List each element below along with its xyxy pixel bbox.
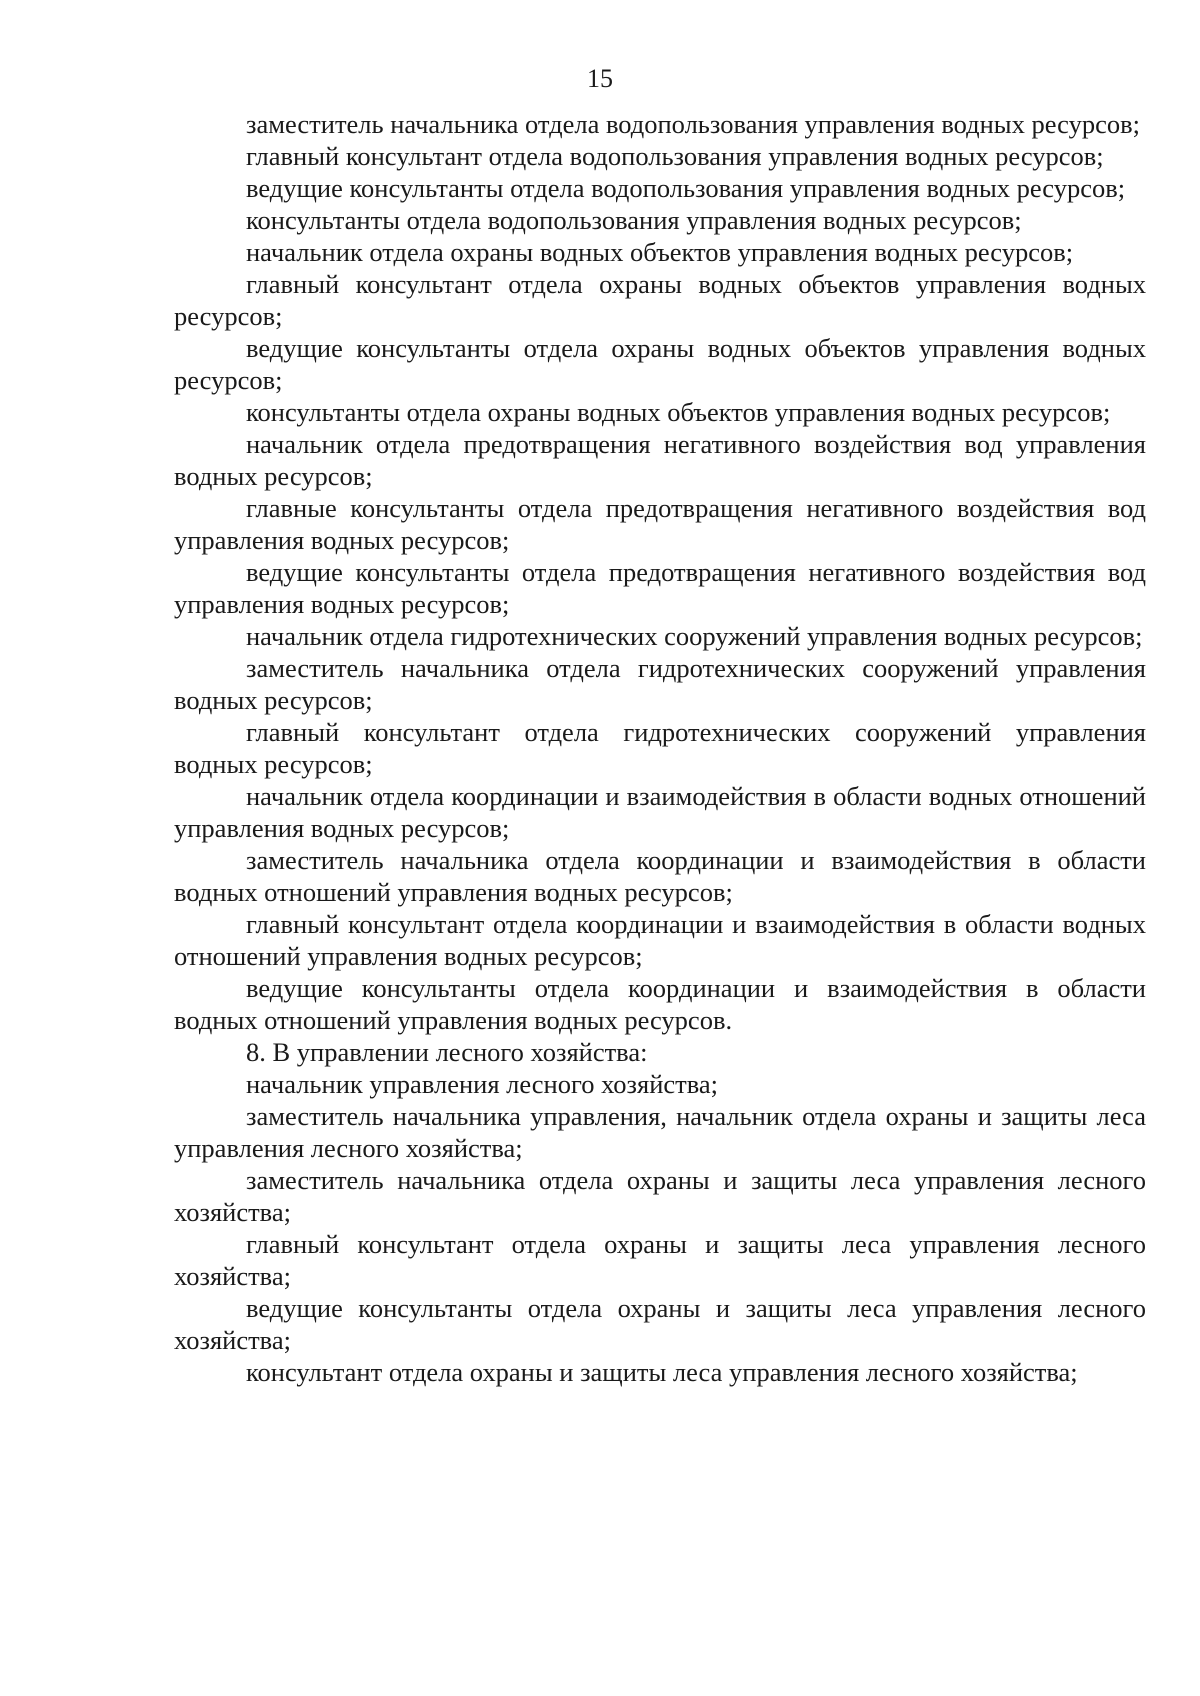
paragraph: главные консультанты отдела предотвращения негативного воздействия вод управления водных ресурсов; bbox=[174, 493, 1146, 555]
paragraph: консультант отдела охраны и защиты леса управления лесного хозяйства; bbox=[246, 1357, 1078, 1387]
paragraph: ведущие консультанты отдела водопользования управления водных ресурсов; bbox=[246, 173, 1126, 203]
paragraph: начальник отдела предотвращения негативного воздействия вод управления водных ресурсов; bbox=[174, 429, 1146, 491]
paragraph: главный консультант отдела водопользования управления водных ресурсов; bbox=[246, 141, 1104, 171]
paragraph: заместитель начальника отдела гидротехнических сооружений управления водных ресурсов; bbox=[174, 653, 1146, 715]
paragraph: ведущие консультанты отдела предотвращения негативного воздействия вод управления водных ресурсов; bbox=[174, 557, 1146, 619]
paragraph: ведущие консультанты отдела охраны и защиты леса управления лесного хозяйства; bbox=[174, 1293, 1146, 1355]
paragraph: заместитель начальника отдела координации и взаимодействия в области водных отношений управления водных ресурсов; bbox=[174, 845, 1146, 907]
paragraph: консультанты отдела охраны водных объектов управления водных ресурсов; bbox=[246, 397, 1111, 427]
paragraph: заместитель начальника отдела охраны и защиты леса управления лесного хозяйства; bbox=[174, 1165, 1146, 1227]
paragraph: начальник отдела гидротехнических сооружений управления водных ресурсов; bbox=[246, 621, 1143, 651]
paragraph: заместитель начальника управления, начальник отдела охраны и защиты леса управления лесного хозяйства; bbox=[174, 1101, 1146, 1163]
paragraph: начальник управления лесного хозяйства; bbox=[246, 1069, 719, 1099]
paragraph: ведущие консультанты отдела координации и взаимодействия в области водных отношений управления водных ресурсов. bbox=[174, 973, 1146, 1035]
paragraph: начальник отдела охраны водных объектов управления водных ресурсов; bbox=[246, 237, 1074, 267]
paragraph: главный консультант отдела охраны и защиты леса управления лесного хозяйства; bbox=[174, 1229, 1146, 1291]
section-heading: 8. В управлении лесного хозяйства: bbox=[246, 1037, 648, 1067]
paragraph: консультанты отдела водопользования управления водных ресурсов; bbox=[246, 205, 1022, 235]
paragraph: главный консультант отдела координации и взаимодействия в области водных отношений управления водных ресурсов; bbox=[174, 909, 1146, 971]
document-body bbox=[174, 108, 1146, 1388]
paragraph: главный консультант отдела гидротехнических сооружений управления водных ресурсов; bbox=[174, 717, 1146, 779]
page-number: 15 bbox=[587, 64, 613, 93]
paragraph: главный консультант отдела охраны водных объектов управления водных ресурсов; bbox=[174, 269, 1146, 331]
paragraph: начальник отдела координации и взаимодействия в области водных отношений управления водных ресурсов; bbox=[174, 781, 1146, 843]
paragraph: ведущие консультанты отдела охраны водных объектов управления водных ресурсов; bbox=[174, 333, 1146, 395]
paragraph: заместитель начальника отдела водопользования управления водных ресурсов; bbox=[246, 109, 1140, 139]
